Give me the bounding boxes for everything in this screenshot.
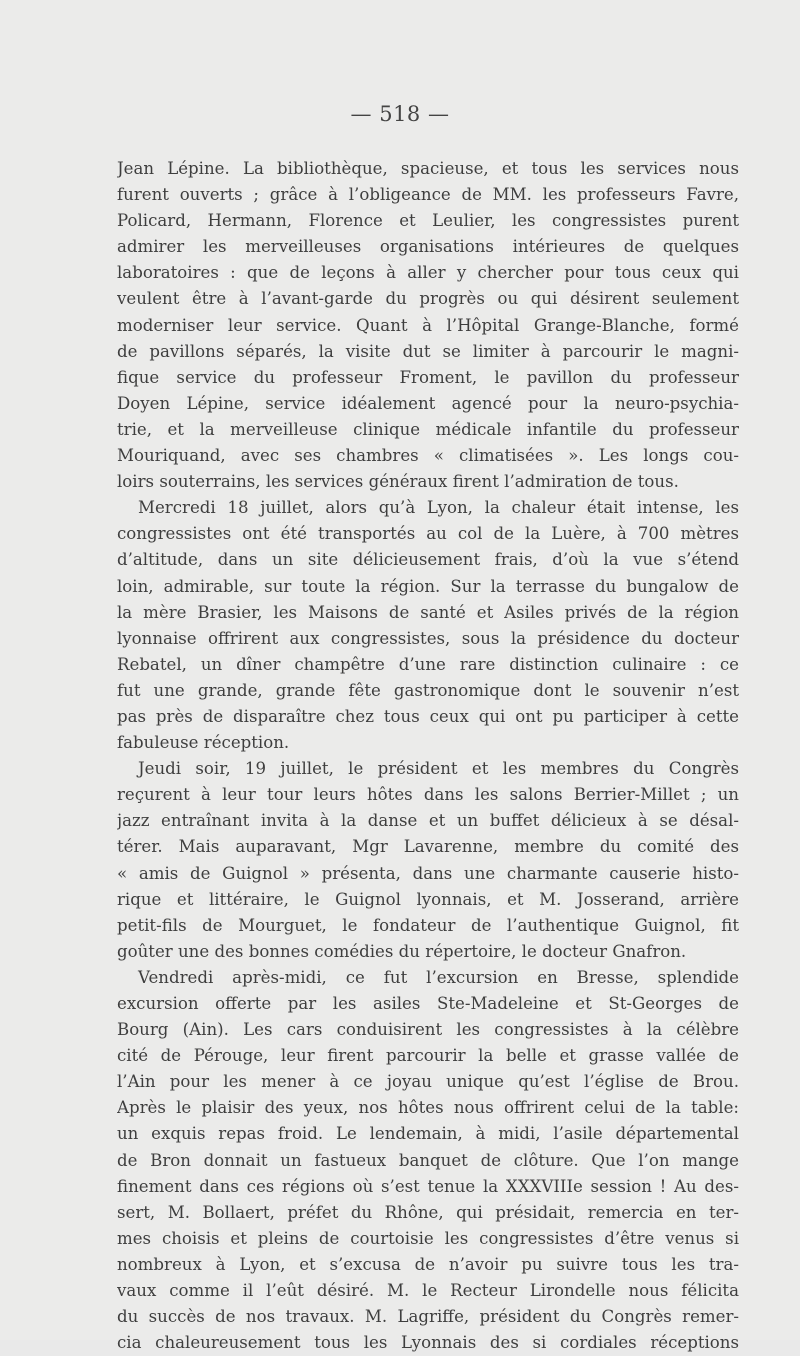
text-line: petit-fils de Mourguet, le fondateur de l’authentique Guignol, fit xyxy=(117,915,739,935)
text-line: pas près de disparaître chez tous ceux qui ont pu participer à cette xyxy=(117,706,739,726)
text-line: lyonnaise offrirent aux congressistes, sous la présidence du docteur xyxy=(117,628,739,648)
text-line: furent ouverts ; grâce à l’obligeance de MM. les professeurs Favre, xyxy=(117,185,739,205)
text-line: finement dans ces régions où s’est tenue la XXXVIIIe session ! Au des- xyxy=(117,1176,739,1196)
text-line: térer. Mais auparavant, Mgr Lavarenne, membre du comité des xyxy=(117,837,739,857)
text-line: congressistes ont été transportés au col de la Luère, à 700 mètres xyxy=(117,524,739,544)
text-line: Jeudi soir, 19 juillet, le président et les membres du Congrès xyxy=(138,759,739,779)
page-number: — 518 — xyxy=(350,102,450,126)
text-line: nombreux à Lyon, et s’excusa de n’avoir pu suivre tous les tra- xyxy=(117,1254,739,1274)
text-line: fique service du professeur Froment, le pavillon du professeur xyxy=(117,367,739,387)
text-line: Bourg (Ain). Les cars conduisirent les congressistes à la célèbre xyxy=(117,1020,739,1040)
text-line: de pavillons séparés, la visite dut se limiter à parcourir le magni- xyxy=(117,341,739,361)
text-line: goûter une des bonnes comédies du répertoire, le docteur Gnafron. xyxy=(117,941,687,961)
text-line: reçurent à leur tour leurs hôtes dans les salons Berrier-Millet ; un xyxy=(117,785,739,805)
text-line: laboratoires : que de leçons à aller y chercher pour tous ceux qui xyxy=(117,263,739,283)
text-line: admirer les merveilleuses organisations intérieures de quelques xyxy=(117,237,739,257)
text-line: rique et littéraire, le Guignol lyonnais, et M. Josserand, arrière xyxy=(117,889,739,909)
text-line: sert, M. Bollaert, préfet du Rhône, qui présidait, remercia en ter- xyxy=(117,1202,739,1222)
text-line: fabuleuse réception. xyxy=(117,733,290,753)
text-line: Policard, Hermann, Florence et Leulier, les congressistes purent xyxy=(117,211,739,231)
text-line: cia chaleureusement tous les Lyonnais des si cordiales réceptions xyxy=(117,1333,739,1353)
text-line: jazz entraînant invita à la danse et un buffet délicieux à se désal- xyxy=(117,811,739,831)
text-line: Vendredi après-midi, ce fut l’excursion en Bresse, splendide xyxy=(138,967,739,987)
text-line: Rebatel, un dîner champêtre d’une rare distinction culinaire : ce xyxy=(117,654,739,674)
text-line: fut une grande, grande fête gastronomique dont le souvenir n’est xyxy=(117,680,739,700)
text-line: veulent être à l’avant-garde du progrès ou qui désirent seulement xyxy=(117,289,739,309)
text-line: du succès de nos travaux. M. Lagriffe, président du Congrès remer- xyxy=(117,1307,739,1327)
text-line: l’Ain pour les mener à ce joyau unique qu’est l’église de Brou. xyxy=(117,1072,739,1092)
text-line: la mère Brasier, les Maisons de santé et Asiles privés de la région xyxy=(117,602,739,622)
text-line: cité de Pérouge, leur firent parcourir la belle et grasse vallée de xyxy=(117,1046,739,1066)
body-text xyxy=(117,156,739,1356)
text-line: Jean Lépine. La bibliothèque, spacieuse, et tous les services nous xyxy=(117,159,739,178)
text-line: un exquis repas froid. Le lendemain, à midi, l’asile départemental xyxy=(117,1124,739,1144)
text-line: Mercredi 18 juillet, alors qu’à Lyon, la chaleur était intense, les xyxy=(138,498,739,518)
text-line: Mouriquand, avec ses chambres « climatisées ». Les longs cou- xyxy=(117,446,739,466)
text-line: excursion offerte par les asiles Ste-Madeleine et St-Georges de xyxy=(117,994,739,1013)
text-line: trie, et la merveilleuse clinique médicale infantile du professeur xyxy=(117,419,739,439)
text-line: loin, admirable, sur toute la région. Sur la terrasse du bungalow de xyxy=(117,576,739,596)
text-line: loirs souterrains, les services généraux firent l’admiration de tous. xyxy=(117,472,679,492)
text-line: Après le plaisir des yeux, nos hôtes nous offrirent celui de la table: xyxy=(117,1098,739,1118)
text-line: mes choisis et pleins de courtoisie les congressistes d’être venus si xyxy=(117,1228,739,1248)
text-line: moderniser leur service. Quant à l’Hôpital Grange-Blanche, formé xyxy=(117,315,739,335)
text-line: « amis de Guignol » présenta, dans une charmante causerie histo- xyxy=(117,863,739,883)
text-line: de Bron donnait un fastueux banquet de clôture. Que l’on mange xyxy=(117,1150,739,1170)
text-line: d’altitude, dans un site délicieusement frais, d’où la vue s’étend xyxy=(117,550,739,570)
text-line: vaux comme il l’eût désiré. M. le Recteur Lirondelle nous félicita xyxy=(117,1281,739,1301)
text-line: Doyen Lépine, service idéalement agencé pour la neuro-psychia- xyxy=(117,393,739,413)
